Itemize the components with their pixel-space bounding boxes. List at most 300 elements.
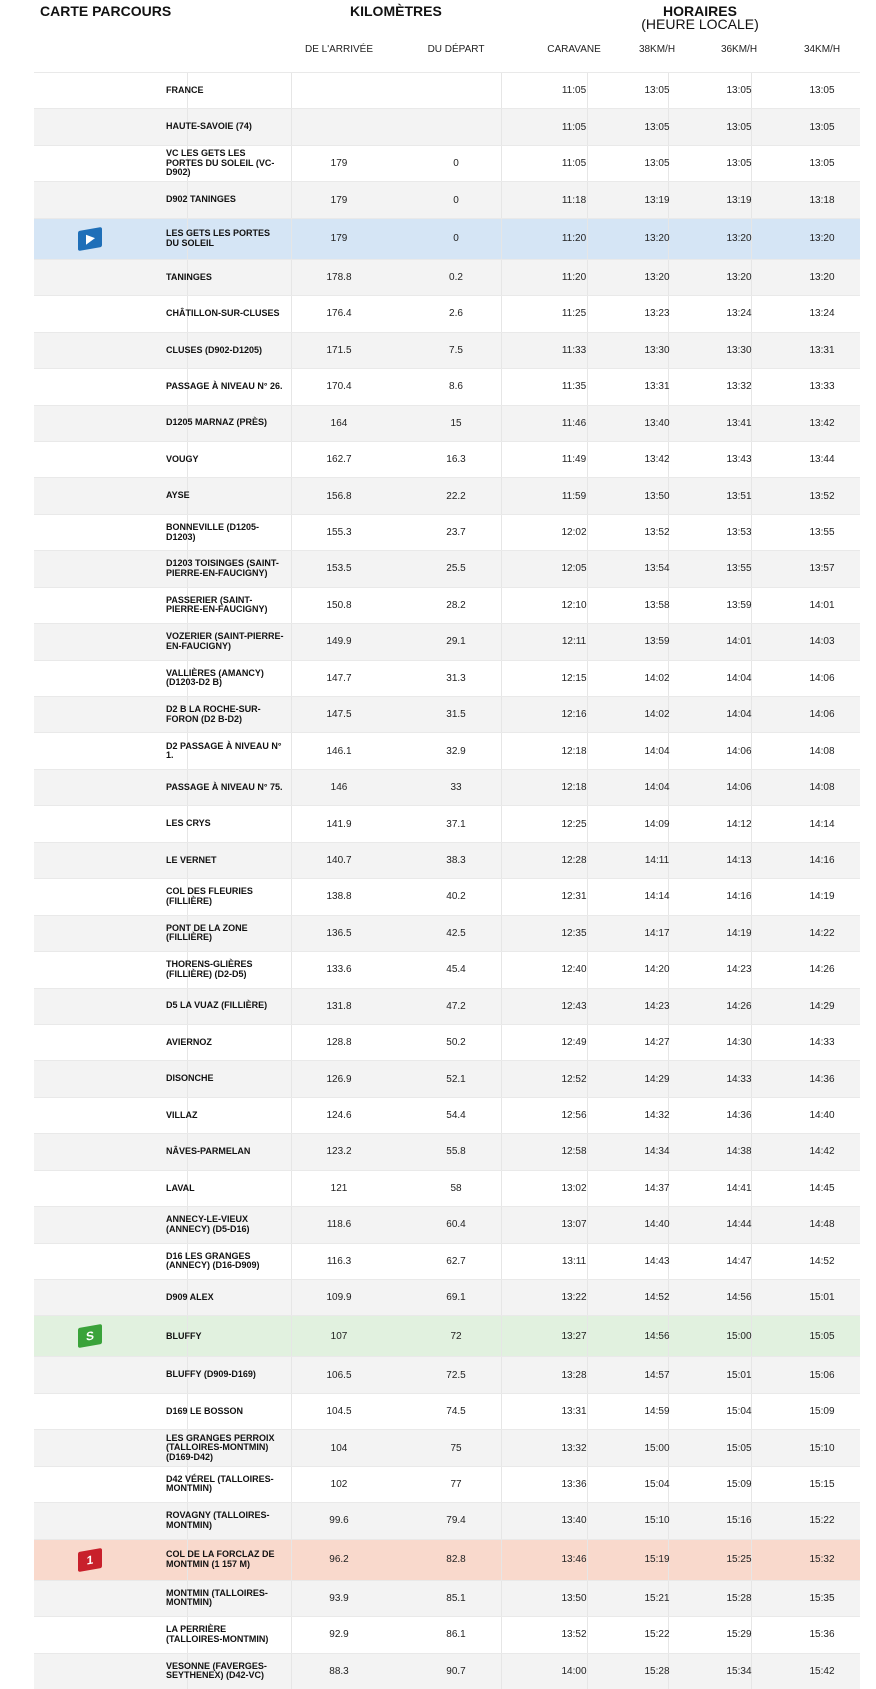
- place-name: VILLAZ: [166, 1109, 198, 1120]
- time-34kmh: 15:35: [809, 1592, 835, 1604]
- km-from-start: 33: [450, 782, 462, 794]
- time-36kmh: 15:16: [726, 1515, 752, 1527]
- time-36kmh: 13:30: [726, 344, 752, 356]
- time-34kmh: 15:15: [809, 1478, 835, 1490]
- time-38kmh: 14:14: [644, 891, 670, 903]
- time-38kmh: 14:02: [644, 672, 670, 684]
- time-36kmh: 15:28: [726, 1592, 752, 1604]
- km-from-arrival: 107: [330, 1330, 348, 1342]
- time-38kmh: 13:20: [644, 233, 670, 245]
- km-from-start: 28.2: [446, 599, 466, 611]
- km-from-arrival: 121: [330, 1182, 348, 1194]
- time-36kmh: 15:00: [726, 1330, 752, 1342]
- km-from-start: 77: [450, 1478, 462, 1490]
- place-name: NÂVES-PARMELAN: [166, 1146, 251, 1157]
- table-row: [34, 218, 860, 259]
- time-38kmh: 13:31: [644, 381, 670, 393]
- time-38kmh: 14:32: [644, 1110, 670, 1122]
- table-row: [34, 1133, 860, 1169]
- time-36kmh: 14:26: [726, 1000, 752, 1012]
- km-from-start: 50.2: [446, 1037, 466, 1049]
- km-from-start: 31.5: [446, 709, 466, 721]
- km-from-arrival: 92.9: [329, 1629, 349, 1641]
- time-34kmh: 14:01: [809, 599, 835, 611]
- caravane-time: 12:31: [561, 891, 587, 903]
- table-row: [34, 988, 860, 1024]
- caravane-time: 13:31: [561, 1406, 587, 1418]
- km-from-arrival: 99.6: [329, 1515, 349, 1527]
- table-row: [34, 951, 860, 987]
- place-name: LES GRANGES PERROIX (TALLOIRES-MONTMIN) (D169-D42): [166, 1432, 275, 1462]
- caravane-time: 11:05: [561, 121, 587, 133]
- km-from-start: 38.3: [446, 854, 466, 866]
- time-34kmh: 14:26: [809, 964, 835, 976]
- time-38kmh: 14:56: [644, 1330, 670, 1342]
- time-34kmh: 14:16: [809, 854, 835, 866]
- time-38kmh: 13:59: [644, 636, 670, 648]
- km-from-start: 40.2: [446, 891, 466, 903]
- km-from-start: 42.5: [446, 927, 466, 939]
- table-row: [34, 623, 860, 659]
- place-name: MONTMIN (TALLOIRES-MONTMIN): [166, 1587, 268, 1608]
- km-from-arrival: 104: [330, 1442, 348, 1454]
- time-38kmh: 13:19: [644, 194, 670, 206]
- time-36kmh: 13:43: [726, 454, 752, 466]
- km-from-start: 16.3: [446, 454, 466, 466]
- place-name: DISONCHE: [166, 1073, 214, 1084]
- time-36kmh: 14:13: [726, 854, 752, 866]
- time-38kmh: 13:42: [644, 454, 670, 466]
- time-34kmh: 14:42: [809, 1146, 835, 1158]
- time-36kmh: 15:09: [726, 1478, 752, 1490]
- km-from-arrival: 146.1: [326, 745, 352, 757]
- place-name: AVIERNOZ: [166, 1036, 212, 1047]
- time-34kmh: 13:20: [809, 271, 835, 283]
- km-from-arrival: 141.9: [326, 818, 352, 830]
- time-36kmh: 15:01: [726, 1369, 752, 1381]
- time-34kmh: 14:03: [809, 636, 835, 648]
- km-from-arrival: [289, 73, 389, 108]
- place-name: PASSAGE À NIVEAU N° 26.: [166, 381, 283, 392]
- time-34kmh: 15:09: [809, 1406, 835, 1418]
- time-38kmh: 15:19: [644, 1554, 670, 1566]
- place-name: VC LES GETS LES PORTES DU SOLEIL (VC-D902): [166, 148, 275, 178]
- table-row: [34, 1356, 860, 1392]
- km-from-start: 45.4: [446, 964, 466, 976]
- place-name: VOUGY: [166, 453, 199, 464]
- table-row: [34, 259, 860, 295]
- time-34kmh: 15:32: [809, 1554, 835, 1566]
- caravane-time: 12:56: [561, 1110, 587, 1122]
- time-34kmh: 15:06: [809, 1369, 835, 1381]
- time-34kmh: 15:10: [809, 1442, 835, 1454]
- time-38kmh: 13:50: [644, 490, 670, 502]
- time-38kmh: 13:58: [644, 599, 670, 611]
- time-38kmh: 13:30: [644, 344, 670, 356]
- table-row: [34, 1653, 860, 1689]
- km-from-start: 72: [450, 1330, 462, 1342]
- time-34kmh: 14:22: [809, 927, 835, 939]
- caravane-time: 13:11: [561, 1255, 587, 1267]
- time-36kmh: 13:05: [726, 158, 752, 170]
- caravane-time: 11:25: [561, 308, 587, 320]
- table-row: [34, 660, 860, 696]
- time-34kmh: 14:19: [809, 891, 835, 903]
- km-from-start: 90.7: [446, 1665, 466, 1677]
- caravane-time: 13:22: [561, 1292, 587, 1304]
- km-from-arrival: 93.9: [329, 1592, 349, 1604]
- caravane-time: 13:28: [561, 1369, 587, 1381]
- time-34kmh: 13:18: [809, 194, 835, 206]
- time-36kmh: 14:19: [726, 927, 752, 939]
- km-from-start: 2.6: [449, 308, 463, 320]
- km-from-arrival: 128.8: [326, 1037, 352, 1049]
- time-36kmh: 15:05: [726, 1442, 752, 1454]
- caravane-time: 11:49: [561, 454, 587, 466]
- km-from-start: 0: [453, 233, 459, 245]
- table-row: [34, 368, 860, 404]
- col-header-34: 34KM/H: [803, 44, 841, 55]
- time-38kmh: 14:29: [644, 1073, 670, 1085]
- km-from-arrival: 153.5: [326, 563, 352, 575]
- km-from-arrival: 170.4: [326, 381, 352, 393]
- km-from-arrival: 133.6: [326, 964, 352, 976]
- place-name: THORENS-GLIÈRES (FILLIÈRE) (D2-D5): [166, 959, 253, 979]
- km-from-arrival: 118.6: [326, 1219, 352, 1231]
- table-row: [34, 295, 860, 331]
- km-from-start: 62.7: [446, 1255, 466, 1267]
- caravane-time: 12:28: [561, 854, 587, 866]
- km-from-arrival: 176.4: [326, 308, 352, 320]
- table-row: [34, 878, 860, 914]
- time-36kmh: 14:36: [726, 1110, 752, 1122]
- time-38kmh: 14:11: [644, 854, 670, 866]
- time-34kmh: 14:29: [809, 1000, 835, 1012]
- km-from-start: 25.5: [446, 563, 466, 575]
- table-row: [34, 1024, 860, 1060]
- carte-parcours-heading: CARTE PARCOURS: [40, 3, 172, 19]
- table-row: [34, 696, 860, 732]
- km-from-arrival: 179: [330, 158, 348, 170]
- time-36kmh: 14:06: [726, 745, 752, 757]
- place-name: VOZERIER (SAINT-PIERRE-EN-FAUCIGNY): [166, 631, 284, 651]
- table-row: [34, 1429, 860, 1465]
- table-row: [34, 587, 860, 623]
- time-38kmh: 15:04: [644, 1478, 670, 1490]
- caravane-time: 11:35: [561, 381, 587, 393]
- km-from-arrival: 109.9: [326, 1292, 352, 1304]
- km-from-start: 75: [450, 1442, 462, 1454]
- time-34kmh: 14:36: [809, 1073, 835, 1085]
- place-name: ROVAGNY (TALLOIRES-MONTMIN): [166, 1510, 270, 1530]
- km-from-arrival: [289, 109, 389, 144]
- time-38kmh: 14:27: [644, 1037, 670, 1049]
- col-header-36: 36KM/H: [720, 44, 758, 55]
- table-row: [34, 842, 860, 878]
- km-from-start: 85.1: [446, 1592, 466, 1604]
- place-name: CLUSES (D902-D1205): [166, 344, 263, 355]
- time-36kmh: 14:12: [726, 818, 752, 830]
- km-from-start: 29.1: [446, 636, 466, 648]
- table-row: [34, 1170, 860, 1206]
- caravane-time: 13:27: [561, 1330, 587, 1342]
- km-from-arrival: 146: [330, 782, 348, 794]
- table-row: [34, 1097, 860, 1133]
- caravane-time: 11:05: [561, 158, 587, 170]
- time-36kmh: 15:04: [726, 1406, 752, 1418]
- place-name: PASSERIER (SAINT-PIERRE-EN-FAUCIGNY): [166, 594, 268, 615]
- km-from-start: 8.6: [449, 381, 463, 393]
- caravane-time: 12:11: [561, 636, 587, 648]
- time-34kmh: 14:52: [809, 1255, 835, 1267]
- table-header: [0, 0, 876, 72]
- km-from-start: 82.8: [446, 1554, 466, 1566]
- time-34kmh: 13:44: [809, 454, 835, 466]
- climb-category-icon: 1: [78, 1548, 102, 1572]
- time-36kmh: 13:24: [726, 308, 752, 320]
- caravane-time: 11:20: [561, 271, 587, 283]
- caravane-time: 12:16: [561, 709, 587, 721]
- time-34kmh: 14:08: [809, 745, 835, 757]
- caravane-time: 13:52: [561, 1629, 587, 1641]
- place-name: D169 LE BOSSON: [166, 1405, 244, 1416]
- place-name: VALLIÈRES (AMANCY) (D1203-D2 B): [166, 667, 264, 688]
- caravane-time: 13:02: [561, 1182, 587, 1194]
- place-name: D42 VÉREL (TALLOIRES-MONTMIN): [166, 1473, 274, 1494]
- table-row: [34, 181, 860, 217]
- time-34kmh: 15:01: [809, 1292, 835, 1304]
- time-34kmh: 14:48: [809, 1219, 835, 1231]
- km-from-arrival: 126.9: [326, 1073, 352, 1085]
- km-from-start: 0: [453, 194, 459, 206]
- table-row: [34, 1206, 860, 1242]
- start-flag-icon: [78, 227, 102, 251]
- km-from-arrival: 162.7: [326, 454, 352, 466]
- time-38kmh: 13:40: [644, 417, 670, 429]
- time-36kmh: 15:29: [726, 1629, 752, 1641]
- km-from-start: 52.1: [446, 1073, 466, 1085]
- time-34kmh: 14:45: [809, 1182, 835, 1194]
- time-36kmh: 14:38: [726, 1146, 752, 1158]
- time-38kmh: 15:00: [644, 1442, 670, 1454]
- place-name: AYSE: [166, 490, 190, 501]
- place-name: D1203 TOISINGES (SAINT-PIERRE-EN-FAUCIGNY): [166, 558, 279, 578]
- time-38kmh: 15:28: [644, 1665, 670, 1677]
- km-from-start: 55.8: [446, 1146, 466, 1158]
- time-38kmh: 14:34: [644, 1146, 670, 1158]
- time-36kmh: 13:32: [726, 381, 752, 393]
- km-from-arrival: 124.6: [326, 1110, 352, 1122]
- time-38kmh: 15:22: [644, 1629, 670, 1641]
- caravane-time: 11:20: [561, 233, 587, 245]
- table-row: [34, 915, 860, 951]
- heure-locale-subheading: (HEURE LOCALE): [641, 16, 759, 32]
- time-34kmh: 13:33: [809, 381, 835, 393]
- table-row: [34, 1580, 860, 1616]
- time-38kmh: 14:43: [644, 1255, 670, 1267]
- km-from-arrival: 96.2: [329, 1554, 349, 1566]
- caravane-time: 14:00: [561, 1665, 587, 1677]
- time-36kmh: 14:44: [726, 1219, 752, 1231]
- place-name: CHÂTILLON-SUR-CLUSES: [166, 308, 280, 319]
- time-36kmh: 15:34: [726, 1665, 752, 1677]
- time-34kmh: 14:06: [809, 709, 835, 721]
- time-34kmh: 13:57: [809, 563, 835, 575]
- km-from-start: 47.2: [446, 1000, 466, 1012]
- km-from-start: 74.5: [446, 1406, 466, 1418]
- km-from-start: 0.2: [449, 271, 463, 283]
- time-38kmh: 13:52: [644, 527, 670, 539]
- time-34kmh: 14:33: [809, 1037, 835, 1049]
- km-from-start: 86.1: [446, 1629, 466, 1641]
- km-from-arrival: 136.5: [326, 927, 352, 939]
- km-from-arrival: 150.8: [326, 599, 352, 611]
- km-from-arrival: 149.9: [326, 636, 352, 648]
- caravane-time: 11:46: [561, 417, 587, 429]
- time-36kmh: 13:20: [726, 271, 752, 283]
- caravane-time: 12:52: [561, 1073, 587, 1085]
- timetable: [34, 72, 860, 1689]
- place-name: BONNEVILLE (D1205-D1203): [166, 522, 260, 542]
- place-name: D1205 MARNAZ (PRÈS): [166, 417, 268, 428]
- place-name: LES GETS LES PORTES DU SOLEIL: [166, 228, 271, 248]
- time-38kmh: 14:40: [644, 1219, 670, 1231]
- km-from-start: 22.2: [446, 490, 466, 502]
- time-36kmh: 13:19: [726, 194, 752, 206]
- time-38kmh: 14:02: [644, 709, 670, 721]
- time-34kmh: 14:14: [809, 818, 835, 830]
- time-36kmh: 13:05: [726, 85, 752, 97]
- caravane-time: 12:25: [561, 818, 587, 830]
- place-name: ANNECY-LE-VIEUX (ANNECY) (D5-D16): [166, 1214, 250, 1234]
- caravane-time: 11:59: [561, 490, 587, 502]
- time-38kmh: 13:05: [644, 158, 670, 170]
- place-name: D16 LES GRANGES (ANNECY) (D16-D909): [166, 1250, 260, 1271]
- time-36kmh: 14:33: [726, 1073, 752, 1085]
- place-name: D2 PASSAGE À NIVEAU N° 1.: [166, 740, 282, 761]
- col-header-arrivee: DE L'ARRIVÉE: [304, 44, 374, 55]
- table-row: [34, 1279, 860, 1315]
- time-34kmh: 14:40: [809, 1110, 835, 1122]
- place-name: D909 ALEX: [166, 1291, 214, 1302]
- table-row: [34, 332, 860, 368]
- km-from-start: 31.3: [446, 672, 466, 684]
- km-from-start: 79.4: [446, 1515, 466, 1527]
- horaires-heading: HORAIRES: [663, 3, 737, 19]
- time-34kmh: 13:55: [809, 527, 835, 539]
- km-from-start: 72.5: [446, 1369, 466, 1381]
- time-38kmh: 14:04: [644, 745, 670, 757]
- time-36kmh: 14:23: [726, 964, 752, 976]
- col-header-depart: DU DÉPART: [427, 44, 485, 55]
- place-name: LE VERNET: [166, 854, 217, 865]
- time-34kmh: 15:05: [809, 1330, 835, 1342]
- caravane-time: 12:49: [561, 1037, 587, 1049]
- time-38kmh: 13:23: [644, 308, 670, 320]
- caravane-time: 12:10: [561, 599, 587, 611]
- caravane-time: 13:50: [561, 1592, 587, 1604]
- time-36kmh: 13:20: [726, 233, 752, 245]
- km-from-arrival: 106.5: [326, 1369, 352, 1381]
- table-row: [34, 1616, 860, 1652]
- time-36kmh: 13:51: [726, 490, 752, 502]
- kilometres-heading: KILOMÈTRES: [350, 3, 442, 19]
- table-row: [34, 108, 860, 144]
- km-from-start: 60.4: [446, 1219, 466, 1231]
- time-34kmh: 15:42: [809, 1665, 835, 1677]
- place-name: PASSAGE À NIVEAU N° 75.: [166, 781, 283, 792]
- caravane-time: 11:05: [561, 85, 587, 97]
- km-from-arrival: 156.8: [326, 490, 352, 502]
- place-name: D2 B LA ROCHE-SUR-FORON (D2 B-D2): [166, 704, 261, 724]
- time-34kmh: 13:31: [809, 344, 835, 356]
- km-from-arrival: 147.7: [326, 672, 352, 684]
- time-36kmh: 13:55: [726, 563, 752, 575]
- time-38kmh: 15:21: [644, 1592, 670, 1604]
- table-row: [34, 805, 860, 841]
- km-from-arrival: 179: [330, 194, 348, 206]
- place-name: LA PERRIÈRE (TALLOIRES-MONTMIN): [166, 1624, 269, 1644]
- km-from-start: 54.4: [446, 1110, 466, 1122]
- table-row: [34, 732, 860, 768]
- time-34kmh: 13:24: [809, 308, 835, 320]
- km-from-arrival: 178.8: [326, 271, 352, 283]
- caravane-time: 12:18: [561, 745, 587, 757]
- table-row: [34, 477, 860, 513]
- sprint-icon: S: [78, 1324, 102, 1348]
- table-row: [34, 550, 860, 586]
- time-34kmh: 15:22: [809, 1515, 835, 1527]
- place-name: VESONNE (FAVERGES-SEYTHENEX) (D42-VC): [166, 1660, 267, 1681]
- time-36kmh: 14:01: [726, 636, 752, 648]
- time-36kmh: 13:53: [726, 527, 752, 539]
- place-name: LAVAL: [166, 1182, 195, 1193]
- km-from-start: 15: [450, 417, 462, 429]
- km-from-arrival: 104.5: [326, 1406, 352, 1418]
- caravane-time: 13:32: [561, 1442, 587, 1454]
- caravane-time: 13:36: [561, 1478, 587, 1490]
- time-36kmh: 14:16: [726, 891, 752, 903]
- time-36kmh: 14:06: [726, 782, 752, 794]
- col-header-38: 38KM/H: [638, 44, 676, 55]
- km-from-start: 32.9: [446, 745, 466, 757]
- km-from-start: [406, 109, 506, 144]
- time-36kmh: 14:56: [726, 1292, 752, 1304]
- caravane-time: 12:40: [561, 964, 587, 976]
- place-name: TANINGES: [166, 271, 212, 282]
- time-38kmh: 15:10: [644, 1515, 670, 1527]
- km-from-start: 0: [453, 158, 459, 170]
- table-row: [34, 1466, 860, 1502]
- caravane-time: 12:15: [561, 672, 587, 684]
- km-from-arrival: 147.5: [326, 709, 352, 721]
- km-from-arrival: 138.8: [326, 891, 352, 903]
- place-name: PONT DE LA ZONE (FILLIÈRE): [166, 922, 248, 943]
- time-36kmh: 13:05: [726, 121, 752, 133]
- table-row: [34, 1315, 860, 1356]
- km-from-arrival: 171.5: [326, 344, 352, 356]
- time-38kmh: 13:05: [644, 85, 670, 97]
- time-34kmh: 13:05: [809, 158, 835, 170]
- km-from-start: 7.5: [449, 344, 463, 356]
- place-name: COL DES FLEURIES (FILLIÈRE): [166, 886, 253, 906]
- time-36kmh: 14:04: [726, 709, 752, 721]
- table-row: [34, 72, 860, 108]
- time-38kmh: 14:04: [644, 782, 670, 794]
- caravane-time: 12:35: [561, 927, 587, 939]
- place-name: D5 LA VUAZ (FILLIÈRE): [166, 1000, 268, 1011]
- time-34kmh: 13:52: [809, 490, 835, 502]
